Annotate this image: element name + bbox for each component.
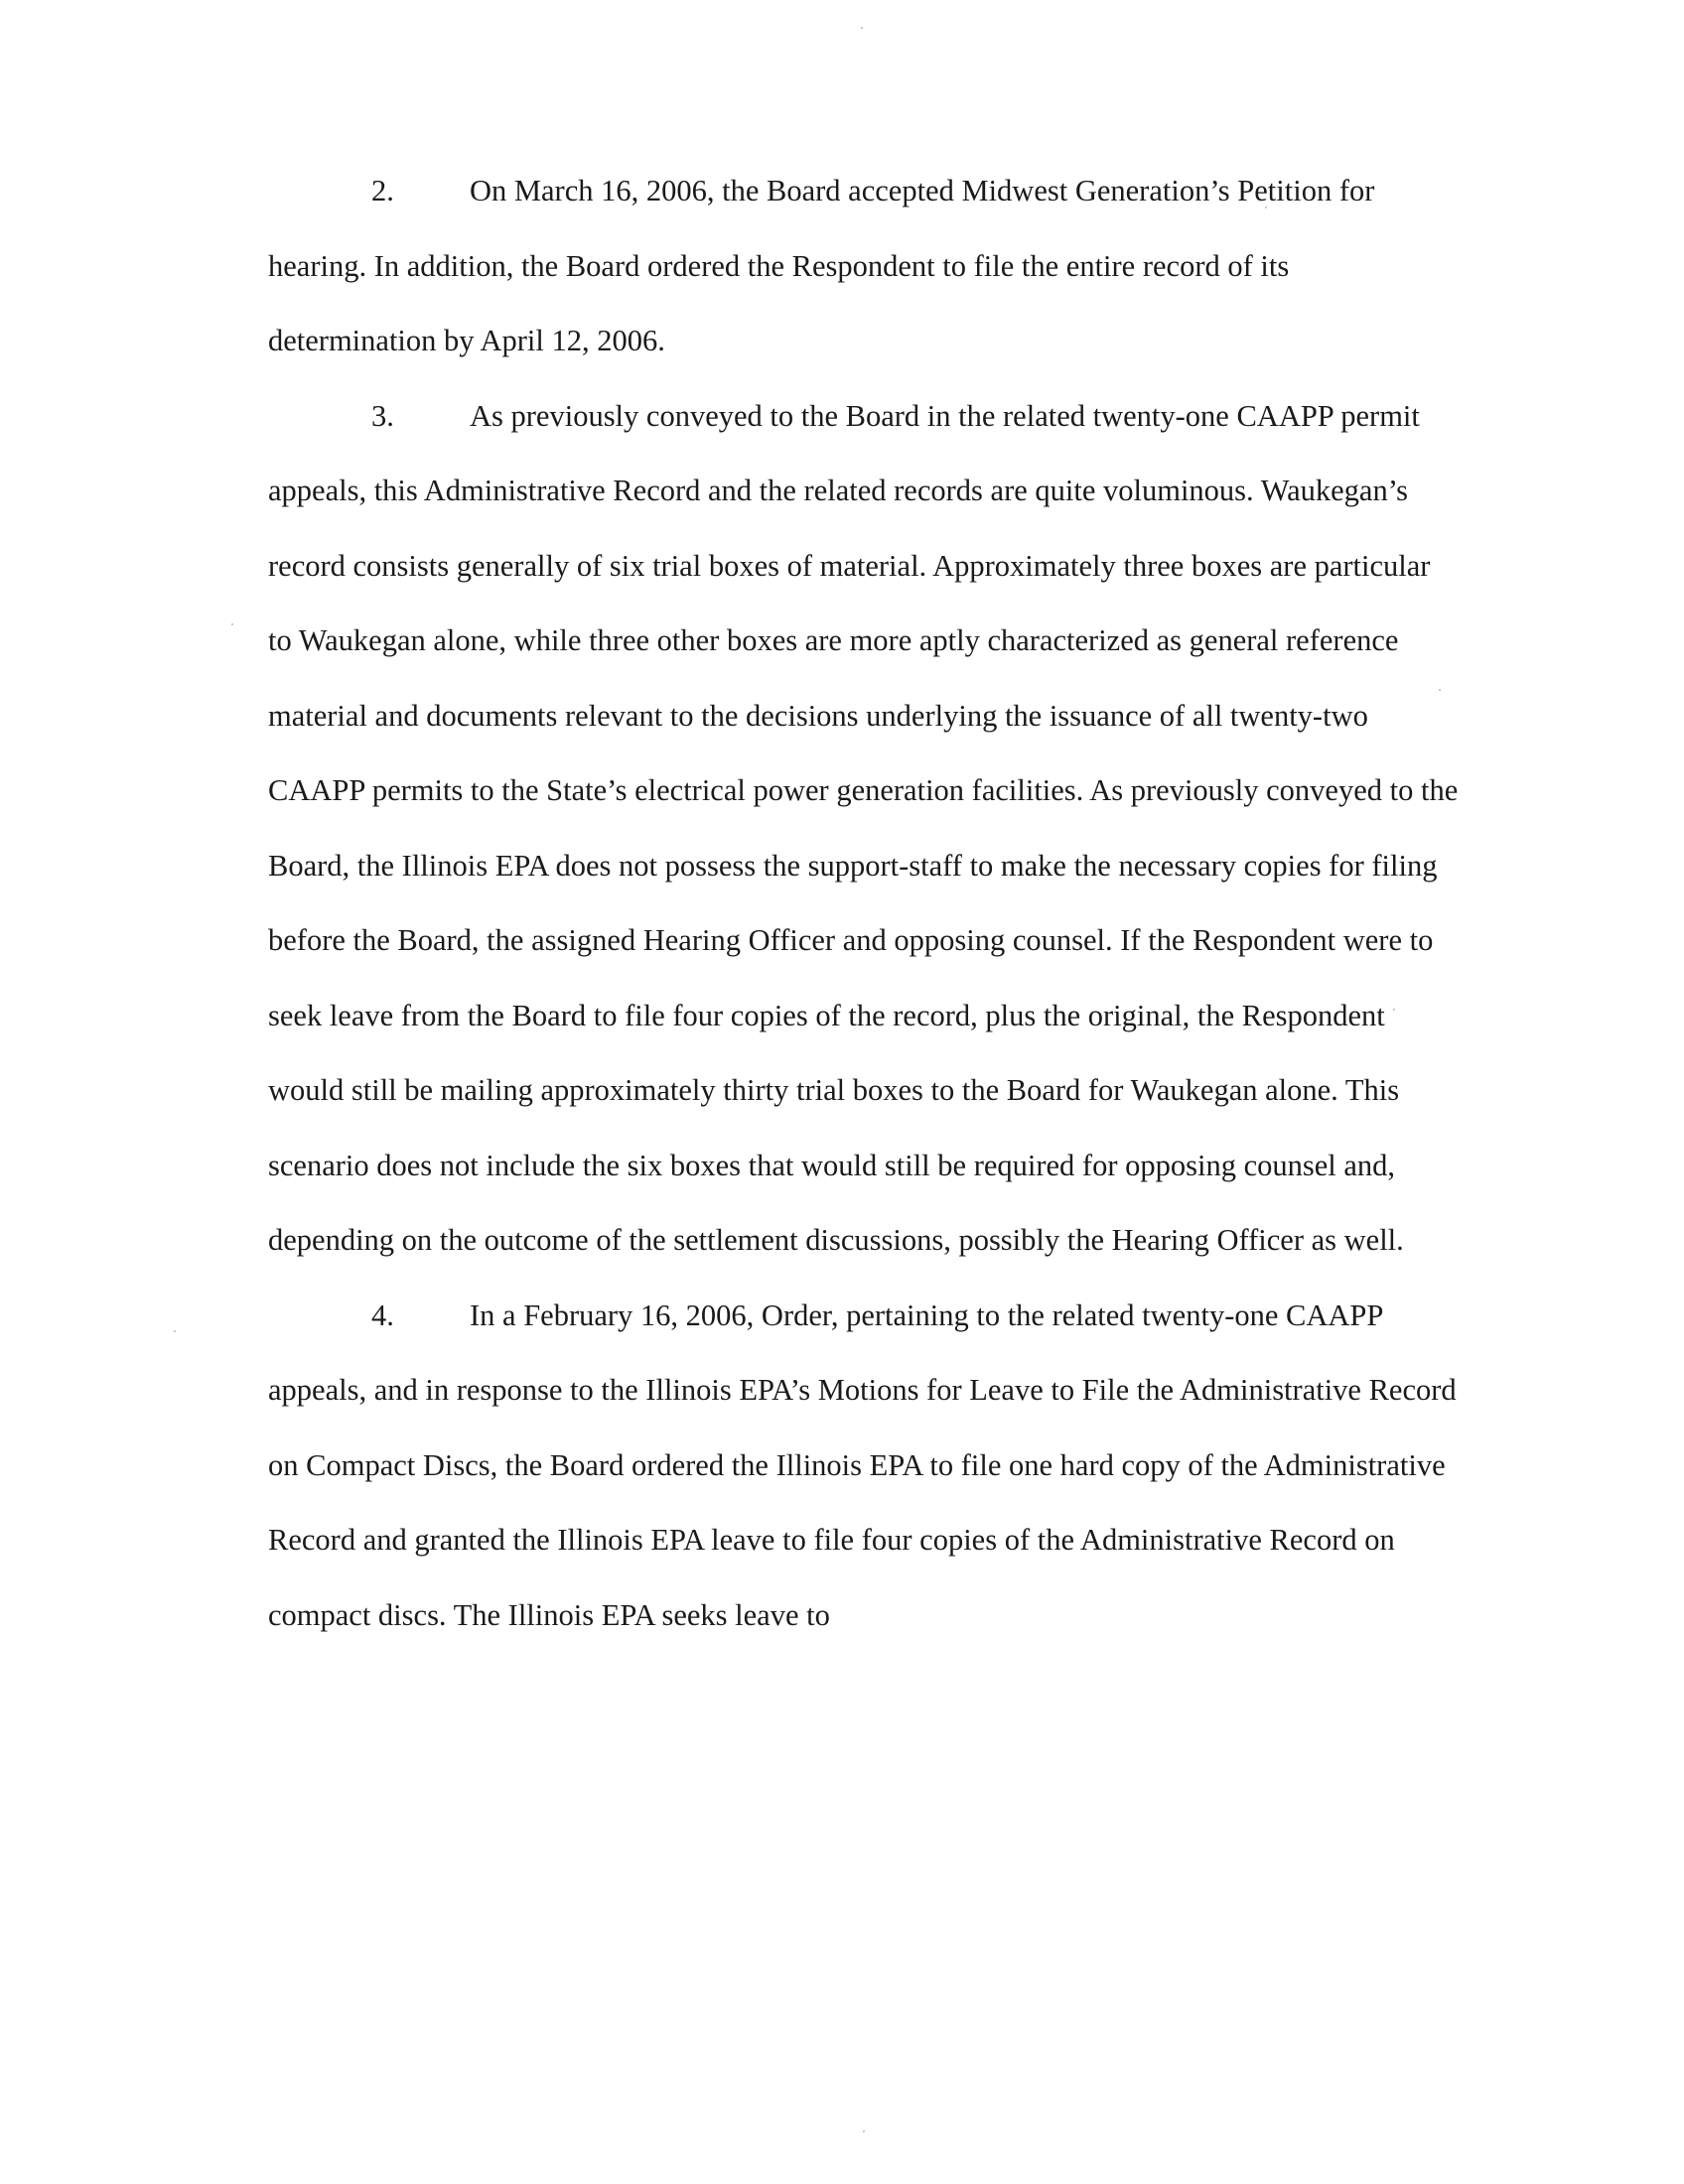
document-body (268, 154, 1460, 1653)
scan-speck (863, 2130, 865, 2132)
paragraph-4 (268, 1279, 1460, 1654)
paragraph-text: As previously conveyed to the Board in the related twenty-one CAAPP permit appeals, this Administrative Record and the related records are quite voluminous. Waukegan’s record consists generally of six trial boxes of material. Approximately three boxes are particular to Waukegan alone, while three other boxes are more aptly characterized as general reference material and documents relevant to the decisions underlying the issuance of all twenty-two CAAPP permits to the State’s electrical power generation facilities. As previously conveyed to the Board, the Illinois EPA does not possess the support-staff to make the necessary copies for filing before the Board, the assigned Hearing Officer and opposing counsel. If the Respondent were to seek leave from the Board to file four copies of the record, plus the original, the Respondent would still be mailing approximately thirty trial boxes to the Board for Waukegan alone. This scenario does not include the six boxes that would still be required for opposing counsel and, depending on the outcome of the settlement discussions, possibly the Hearing Officer as well. (268, 398, 1459, 1257)
paragraph-number: 3. (371, 398, 394, 433)
paragraph-3 (268, 379, 1460, 1279)
scan-speck (231, 623, 233, 625)
paragraph-2 (268, 154, 1460, 379)
scan-speck (861, 27, 863, 29)
paragraph-text: On March 16, 2006, the Board accepted Midwest Generation’s Petition for hearing. In addition, the Board ordered the Respondent to file the entire record of its determination by April 12, 2006. (268, 174, 1375, 357)
paragraph-number: 2. (371, 174, 394, 207)
scan-speck (174, 1330, 176, 1332)
paragraph-number: 4. (371, 1297, 394, 1332)
paragraph-text: In a February 16, 2006, Order, pertaining to the related twenty-one CAAPP appeals, and in response to the Illinois EPA’s Motions for Leave to File the Administrative Record on Compact Discs, the Board ordered the Illinois EPA to file one hard copy of the Administrative Record and granted the Illinois EPA leave to file four copies of the Administrative Record on compact discs. The Illinois EPA seeks leave to (268, 1297, 1457, 1632)
